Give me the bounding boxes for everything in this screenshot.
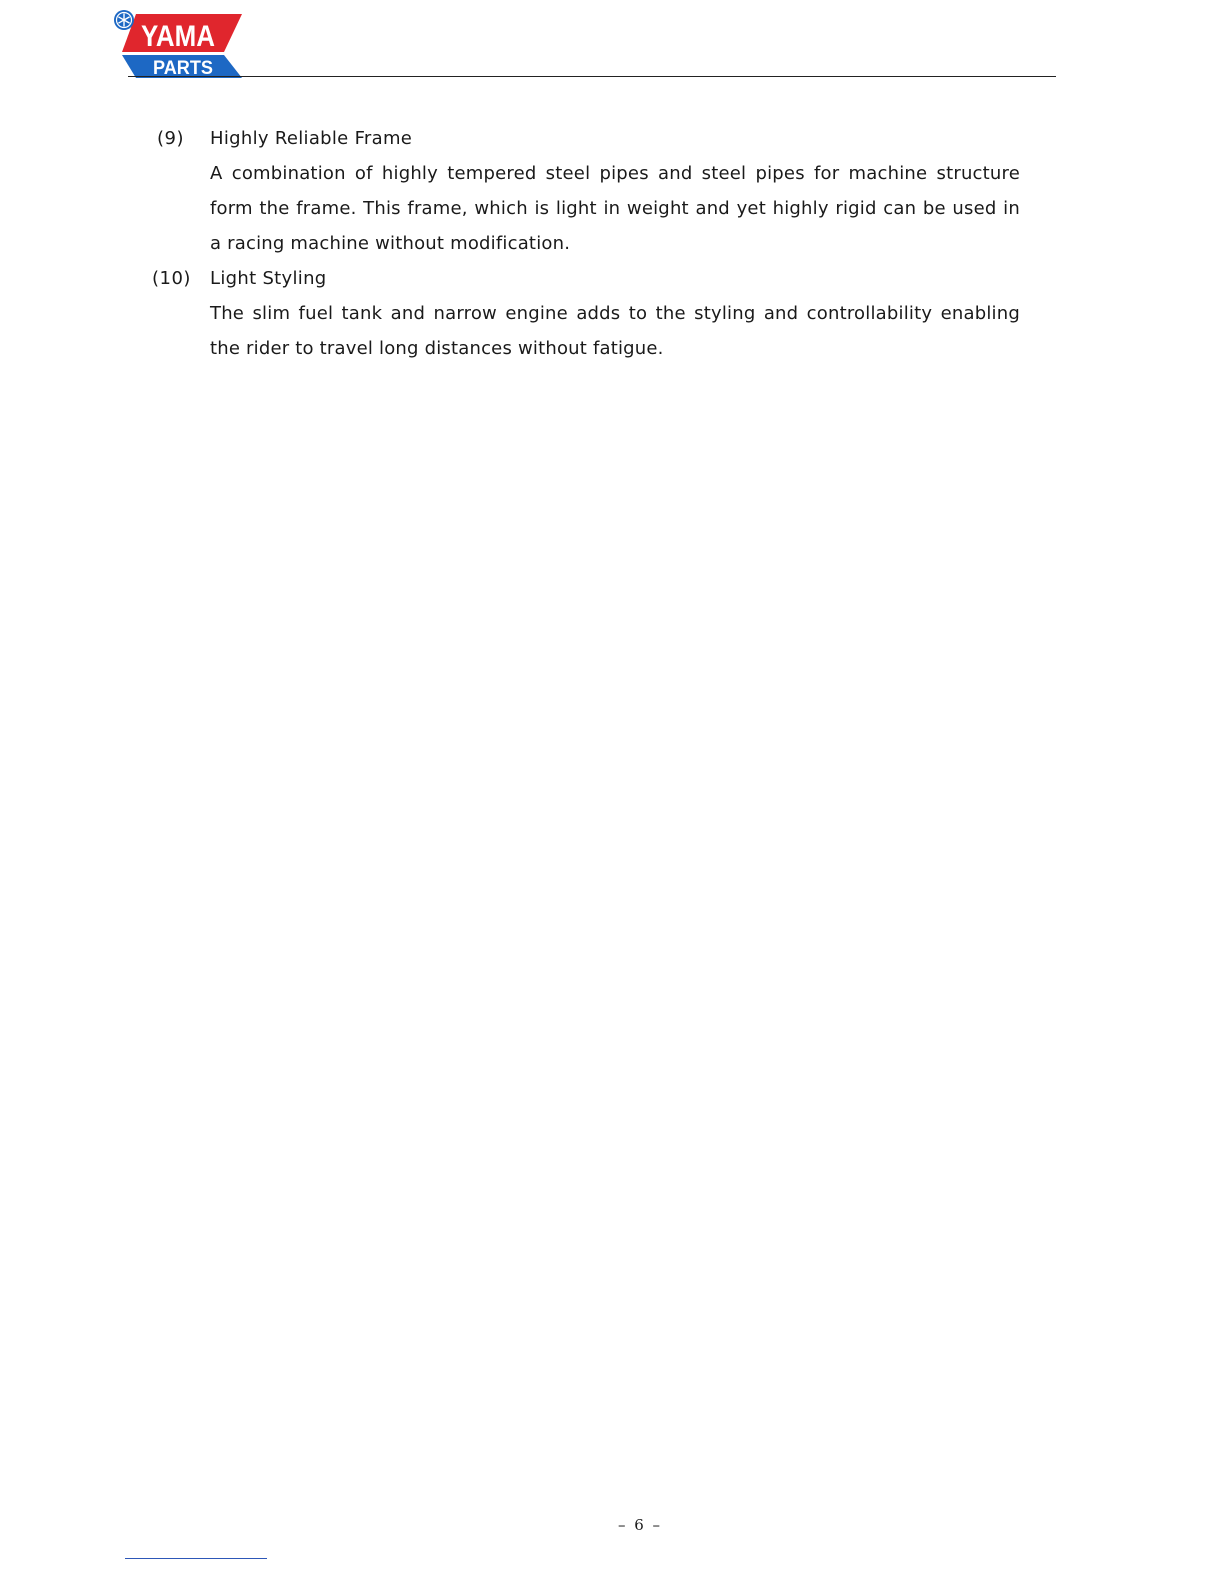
item-body: A combination of highly tempered steel pipes and steel pipes for machine structure form the frame. This frame, which is light in weight and yet highly rigid can be used in a racing machine without modification. [210,163,1020,254]
yama-parts-logo [108,8,248,82]
item-number: (10) [152,268,191,289]
header-rule [128,76,1056,77]
yama-parts-logo-graphic [108,8,248,82]
item-number: (9) [157,128,184,149]
footer-rule [125,1558,267,1559]
item-body: The slim fuel tank and narrow engine adds to the styling and controllability enabling the rider to travel long distances without fatigue. [210,303,1020,359]
item-title: Highly Reliable Frame [210,128,413,149]
item-title: Light Styling [210,268,327,289]
logo-top-text: YAMA [141,20,215,53]
logo-bottom-text: PARTS [153,58,213,79]
page-number: – 6 – [617,1516,663,1534]
